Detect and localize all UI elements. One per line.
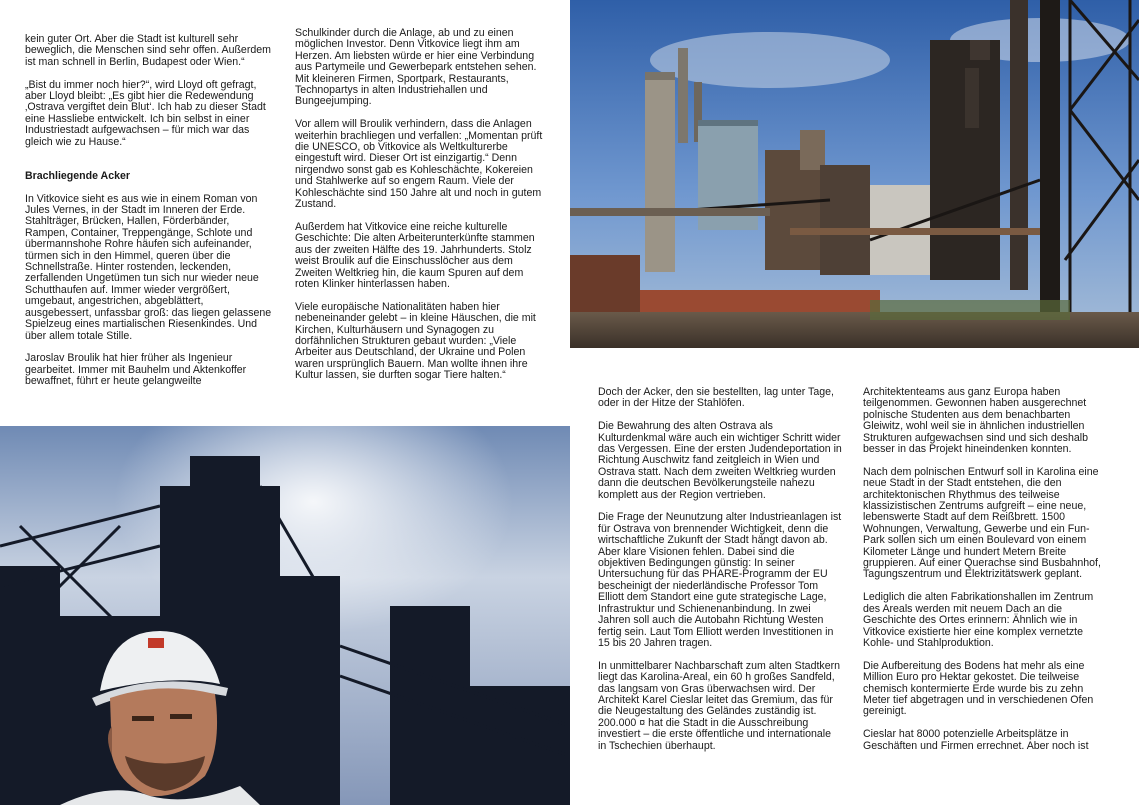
paragraph: Die Frage der Neunutzung alter Industrieanlagen ist für Ostrava von brennender Wichtigkeit, denn die wirtschaftliche Zukunft der Stadt hängt davon ab. Aber klare Visionen fehlen. Dabei sind die objektiven Bedingungen günstig: In seiner Untersuchung für das PHARE-Programm der EU bescheinigt der niederländische Professor Tom Elliott dem Standort eine gute strategische Lage, Infrastruktur und Schienenanbindung. In zwei Jahren soll auch die Autobahn Richtung Westen fertig sein. Laut Tom Elliott werden Investitionen in 15 bis 20 Jahren tragen. [598,511,842,649]
paragraph: Jaroslav Broulik hat hier früher als Ingenieur gearbeitet. Immer mit Bauhelm und Aktenkoffer bewaffnet, führt er heute gelangweilte [25,352,247,388]
paragraph: Schulkinder durch die Anlage, ab und zu einen möglichen Investor. Denn Vitkovice liegt ihm am Herzen. Am liebsten würde er hier eine Verbindung aus Partymeile und Gewerbepark entstehen sehen. Mit kleineren Firmen, Sportpark, Restaurants, Technopartys in alten Industriehallen und Bungeejumping. [295,27,537,108]
paragraph: Viele europäische Nationalitäten haben hier nebeneinander gelebt – in kleine Häuschen, die mit Kirchen, Kulturhäusern und Synagogen zu dorfähnlichen Strukturen gebaut wurden: „Viele Arbeiter aus Deutschland, der Ukraine und Polen waren ursprünglich Bauern. Man wollte ihnen ihre Kultur lassen, sie durften sogar Tiere halten.“ [295,300,536,382]
text-column-2 [295,28,544,393]
engineer-portrait-photo [0,426,570,805]
paragraph: Nach dem polnischen Entwurf soll in Karolina eine neue Stadt in der Stadt entstehen, die den architektonischen Rhythmus des teilweise klassizistischen Zentrums aufgreift – eine neue, lebenswerte Stadt auf dem Reißbrett. 1500 Wohnungen, Verwaltung, Gewerbe und ein Fun-Park sollen sich um einen Boulevard von einem Kilometer Länge und hundert Metern Breite gruppieren. Auf einer Querachse sind Busbahnhof, Tagungszentrum und Elektrizitätswerk geplant. [863,465,1101,581]
paragraph: Die Aufbereitung des Bodens hat mehr als eine Million Euro pro Hektar gekostet. Die teilweise chemisch kontermierte Erde wurde bis zu zehn Meter tief abgetragen und in verschiedenen Ofen gereinigt. [863,659,1094,718]
text-column-4 [863,387,1111,763]
paragraph: Cieslar hat 8000 potenzielle Arbeitsplätze in Geschäften und Firmen errechnet. Aber noch ist [863,728,1089,752]
paragraph: kein guter Ort. Aber die Stadt ist kulturell sehr beweglich, die Menschen sind sehr offen. Außerdem ist man schnell in Berlin, Budapest oder Wien.“ [25,33,271,68]
paragraph: Architektenteams aus ganz Europa haben teilgenommen. Gewonnen haben ausgerechnet polnische Studenten aus dem benachbarten Gleiwitz, wohl weil sie in ähnlichen industriellen Strukturen aufgewachsen sind und sich deshalb besser in das Projekt hineindenken konnten. [863,386,1088,456]
paragraph: Doch der Acker, den sie bestellten, lag unter Tage, oder in der Hitze der Stahlöfen. [598,386,834,410]
paragraph: Die Bewahrung des alten Ostrava als Kulturdenkmal wäre auch ein wichtiger Schritt wider das Vergessen. Eine der ersten Judendeportation in Richtung Auschwitz fand zeitgleich in Wien und Ostrava statt. Nach dem zweiten Weltkrieg wurden dann die deutschen Bevölkerungsteile nahezu komplett aus der Region vertrieben. [598,420,842,501]
paragraph: In Vitkovice sieht es aus wie in einem Roman von Jules Vernes, in der Stadt im Inneren der Erde. Stahlträger, Brücken, Hallen, Förderbänder, Rampen, Container, Treppengänge, Schlote und übermannshohe Rohre häufen sich aufeinander, türmen sich in den Himmel, queren über die Schnellstraße. Hinter rostenden, leckenden, zerfallenden Ungetümen tun sich nur wieder neue Schutthaufen auf. Immer wieder vergrößert, umgebaut, angestrichen, abgeblättert, ausgebessert, unfassbar groß: das liegen gelassene Spielzeug eines martialischen Riesenkindes. Und über allem totale Stille. [25,192,272,342]
steelworks-photo [570,0,1139,348]
paragraph: Außerdem hat Vitkovice eine reiche kulturelle Geschichte: Die alten Arbeiterunterkünfte stammen aus der zweiten Hälfte des 19. Jahrhunderts. Stolz weist Broulik auf die Einschusslöcher aus dem Zweiten Weltkrieg hin, die kaum Spuren auf dem roten Klinker hinterlassen haben. [295,220,535,290]
paragraph: In unmittelbarer Nachbarschaft zum alten Stadtkern liegt das Karolina-Areal, ein 60 h großes Sandfeld, das langsam von Gras überwachsen wird. Der Architekt Karel Cieslar leitet das Gremium, das für die Neugestaltung des Geländes zuständig ist. 200.000 ¤ hat die Stadt in die Ausschreibung investiert – die erste öffentliche und internationale in Tschechien überhaupt. [598,659,841,752]
paragraph: „Bist du immer noch hier?“, wird Lloyd oft gefragt, aber Lloyd bleibt: „Es gibt hier die Redewendung ‚Ostrava vergiftet dein Blut‘. Ich hab zu dieser Stadt eine Hassliebe entwickelt. Ich bin selbst in einer Industriestadt aufgewachsen – für mich war das gleich wie zu Hause.“ [25,78,266,148]
text-column-3 [598,387,842,763]
paragraph: Lediglich die alten Fabrikationshallen im Zentrum des Areals werden mit neuem Dach an die Geschichte des Ortes erinnern: Ähnlich wie in Vitkovice existierte hier eine komplex vernetzte Kohle- und Stahlproduktion. [863,591,1094,649]
paragraph: Vor allem will Broulik verhindern, dass die Anlagen weiterhin brachliegen und verfallen: „Momentan prüft die UNESCO, ob Vitkovice als Weltkulturerbe eingestuft wird. Dieser Ort ist einzigartig.“ Denn nirgendwo sonst gab es Kohleschächte, Kokereien und Stahlwerke auf so engem Raum. Viele der Kohleschächte sind 150 Jahre alt und noch in gutem Zustand. [295,118,543,211]
text-column-1 [25,34,272,399]
section-heading: Brachliegende Acker [25,169,131,182]
